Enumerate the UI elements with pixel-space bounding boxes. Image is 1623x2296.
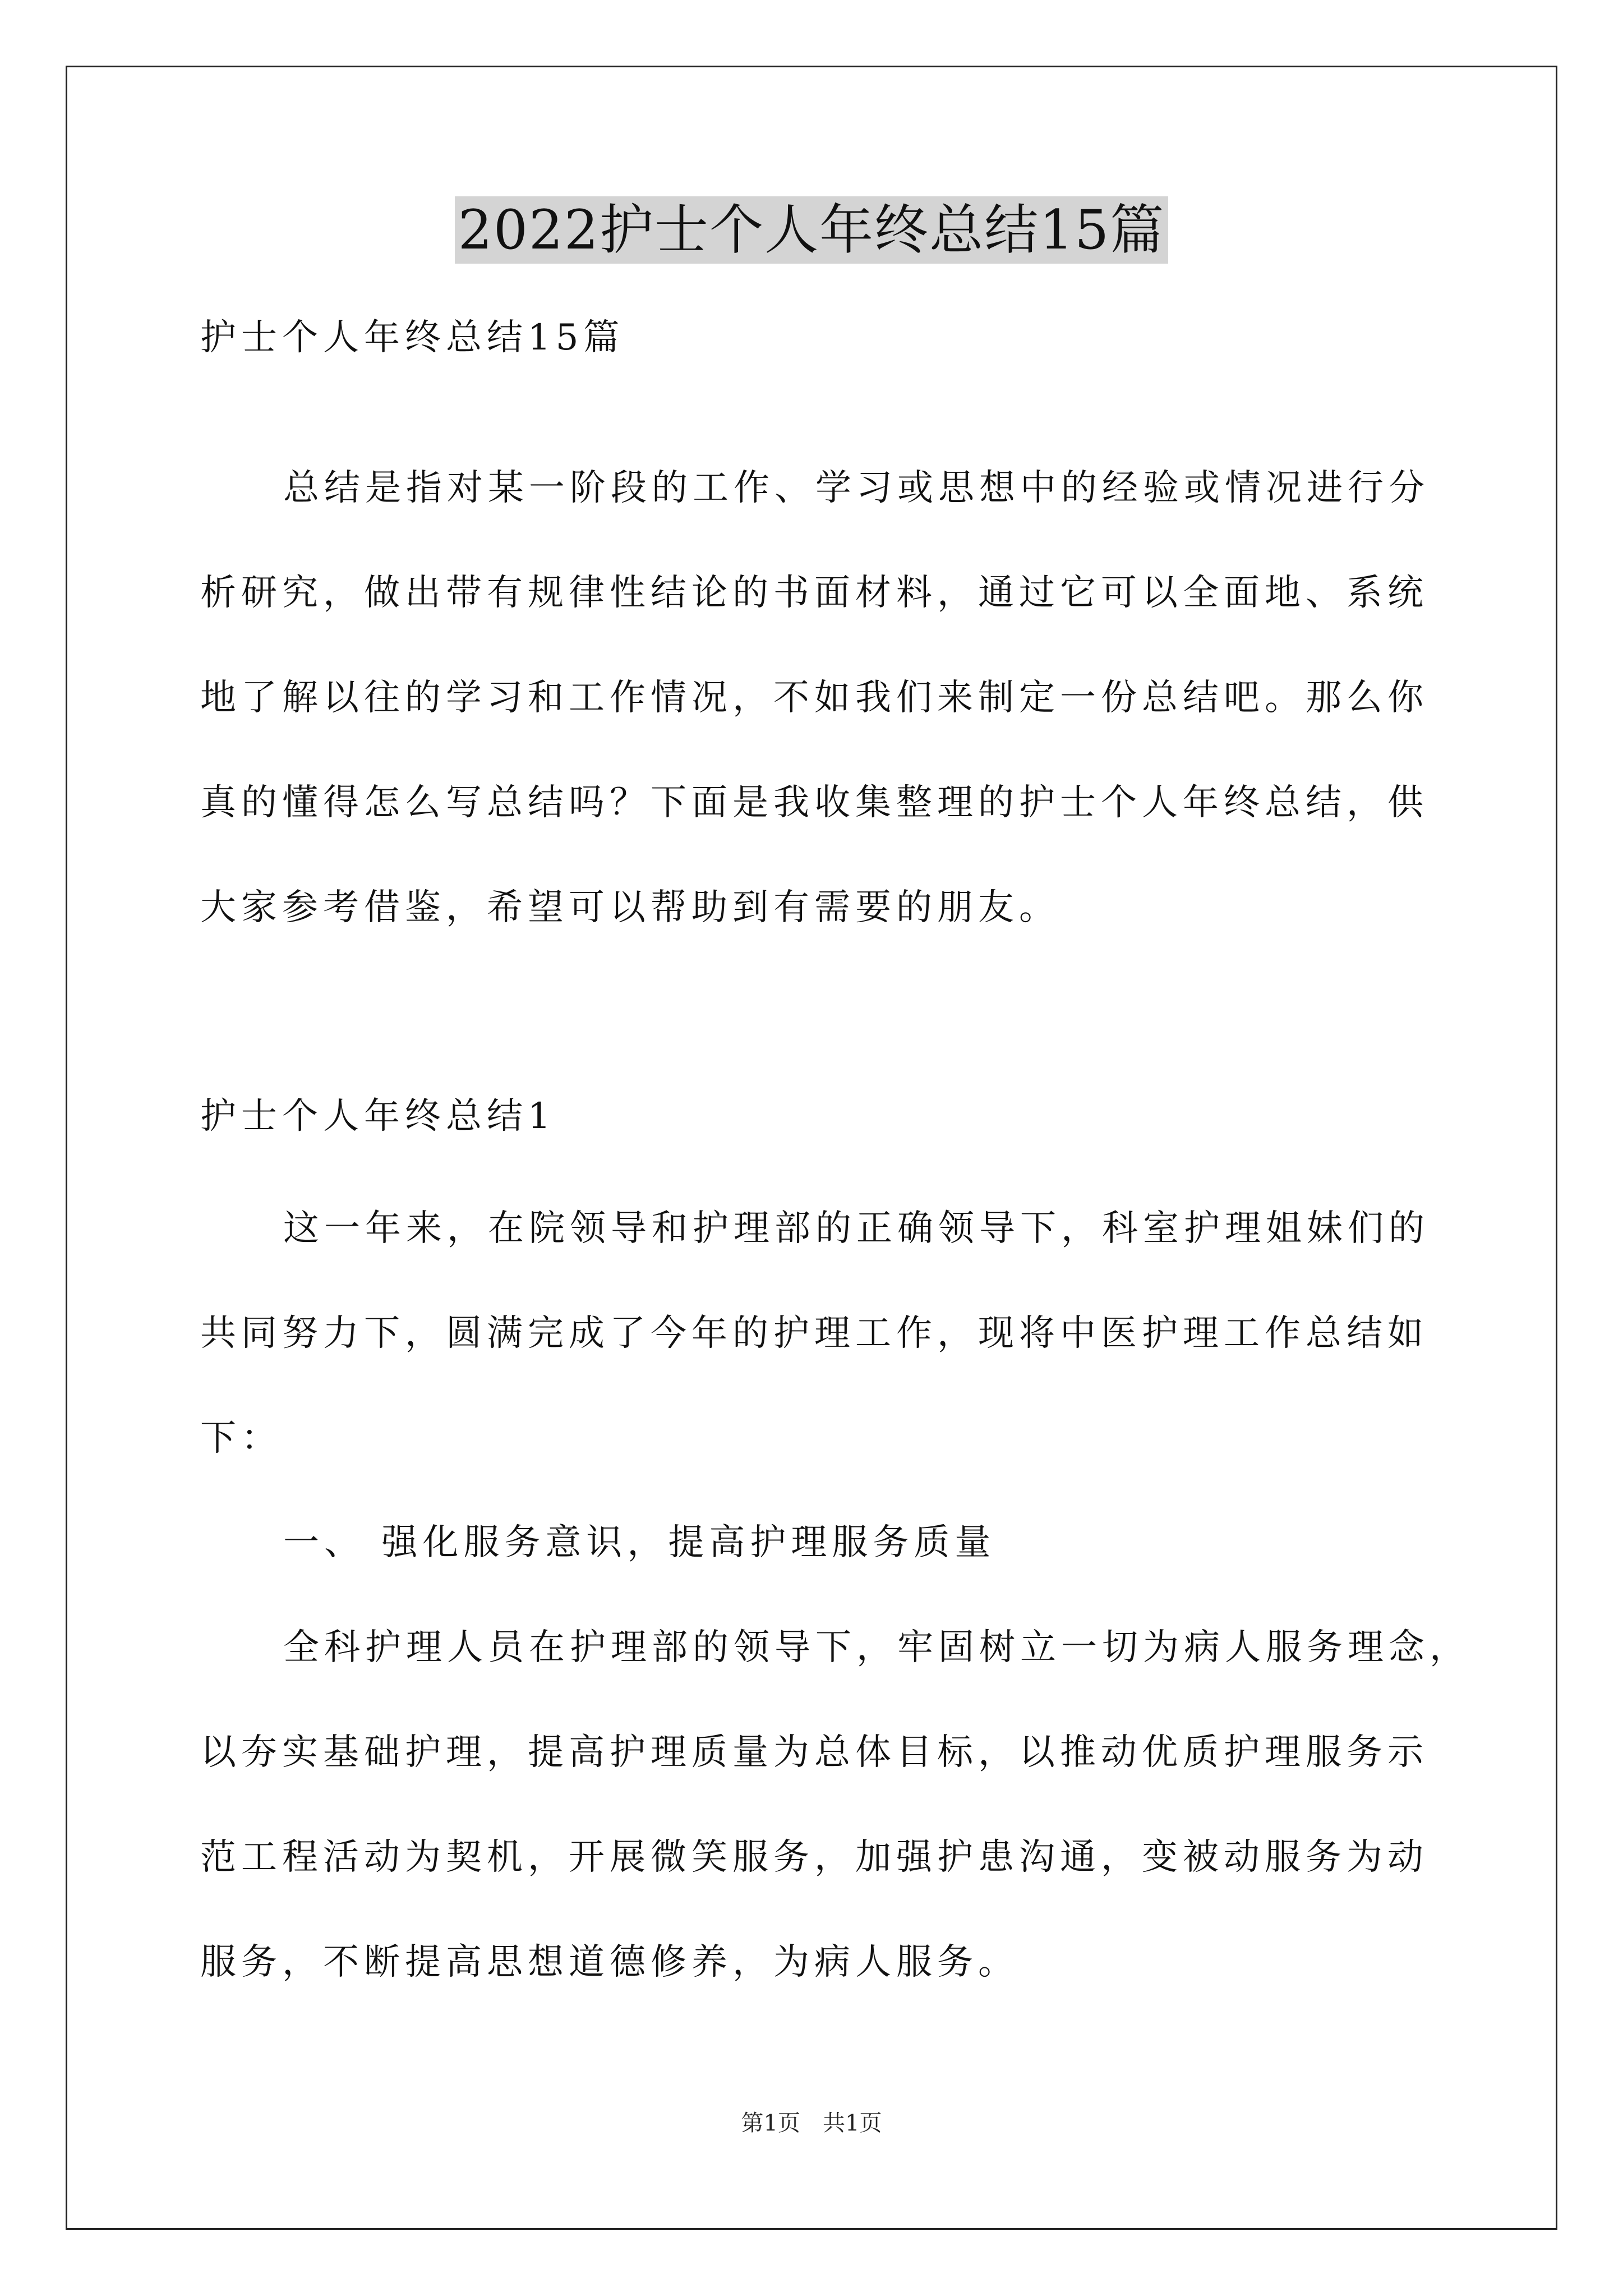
- document-subtitle: 护士个人年终总结15篇: [200, 317, 625, 358]
- document-title: [0, 194, 1623, 266]
- intro-line: 真的懂得怎么写总结吗？下面是我收集整理的护士个人年终总结，供: [200, 782, 1428, 823]
- point-line: 全科护理人员在护理部的领导下，牢固树立一切为病人服务理念，: [283, 1627, 1470, 1668]
- point-heading: 一、 强化服务意识，提高护理服务质量: [283, 1522, 996, 1563]
- intro-line: 析研究，做出带有规律性结论的书面材料，通过它可以全面地、系统: [200, 572, 1428, 614]
- section-line: 共同努力下，圆满完成了今年的护理工作，现将中医护理工作总结如: [200, 1313, 1428, 1354]
- intro-line: 大家参考借鉴，希望可以帮助到有需要的朋友。: [200, 887, 1060, 928]
- intro-line: 总结是指对某一阶段的工作、学习或思想中的经验或情况进行分: [283, 467, 1430, 509]
- page-border: [66, 66, 1557, 2230]
- section-line: 这一年来，在院领导和护理部的正确领导下，科室护理姐妹们的: [283, 1208, 1430, 1249]
- page-footer: 第1页 共1页: [741, 2110, 882, 2136]
- point-line: 服务，不断提高思想道德修养，为病人服务。: [200, 1941, 1019, 1983]
- intro-line: 地了解以往的学习和工作情况，不如我们来制定一份总结吧。那么你: [200, 677, 1428, 719]
- point-line: 以夯实基础护理，提高护理质量为总体目标，以推动优质护理服务示: [200, 1732, 1428, 1773]
- point-line: 范工程活动为契机，开展微笑服务，加强护患沟通，变被动服务为动: [200, 1837, 1428, 1878]
- section-line: 下：: [200, 1418, 282, 1459]
- document-title-text: 2022护士个人年终总结15篇: [455, 196, 1168, 264]
- section-heading: 护士个人年终总结1: [200, 1096, 556, 1137]
